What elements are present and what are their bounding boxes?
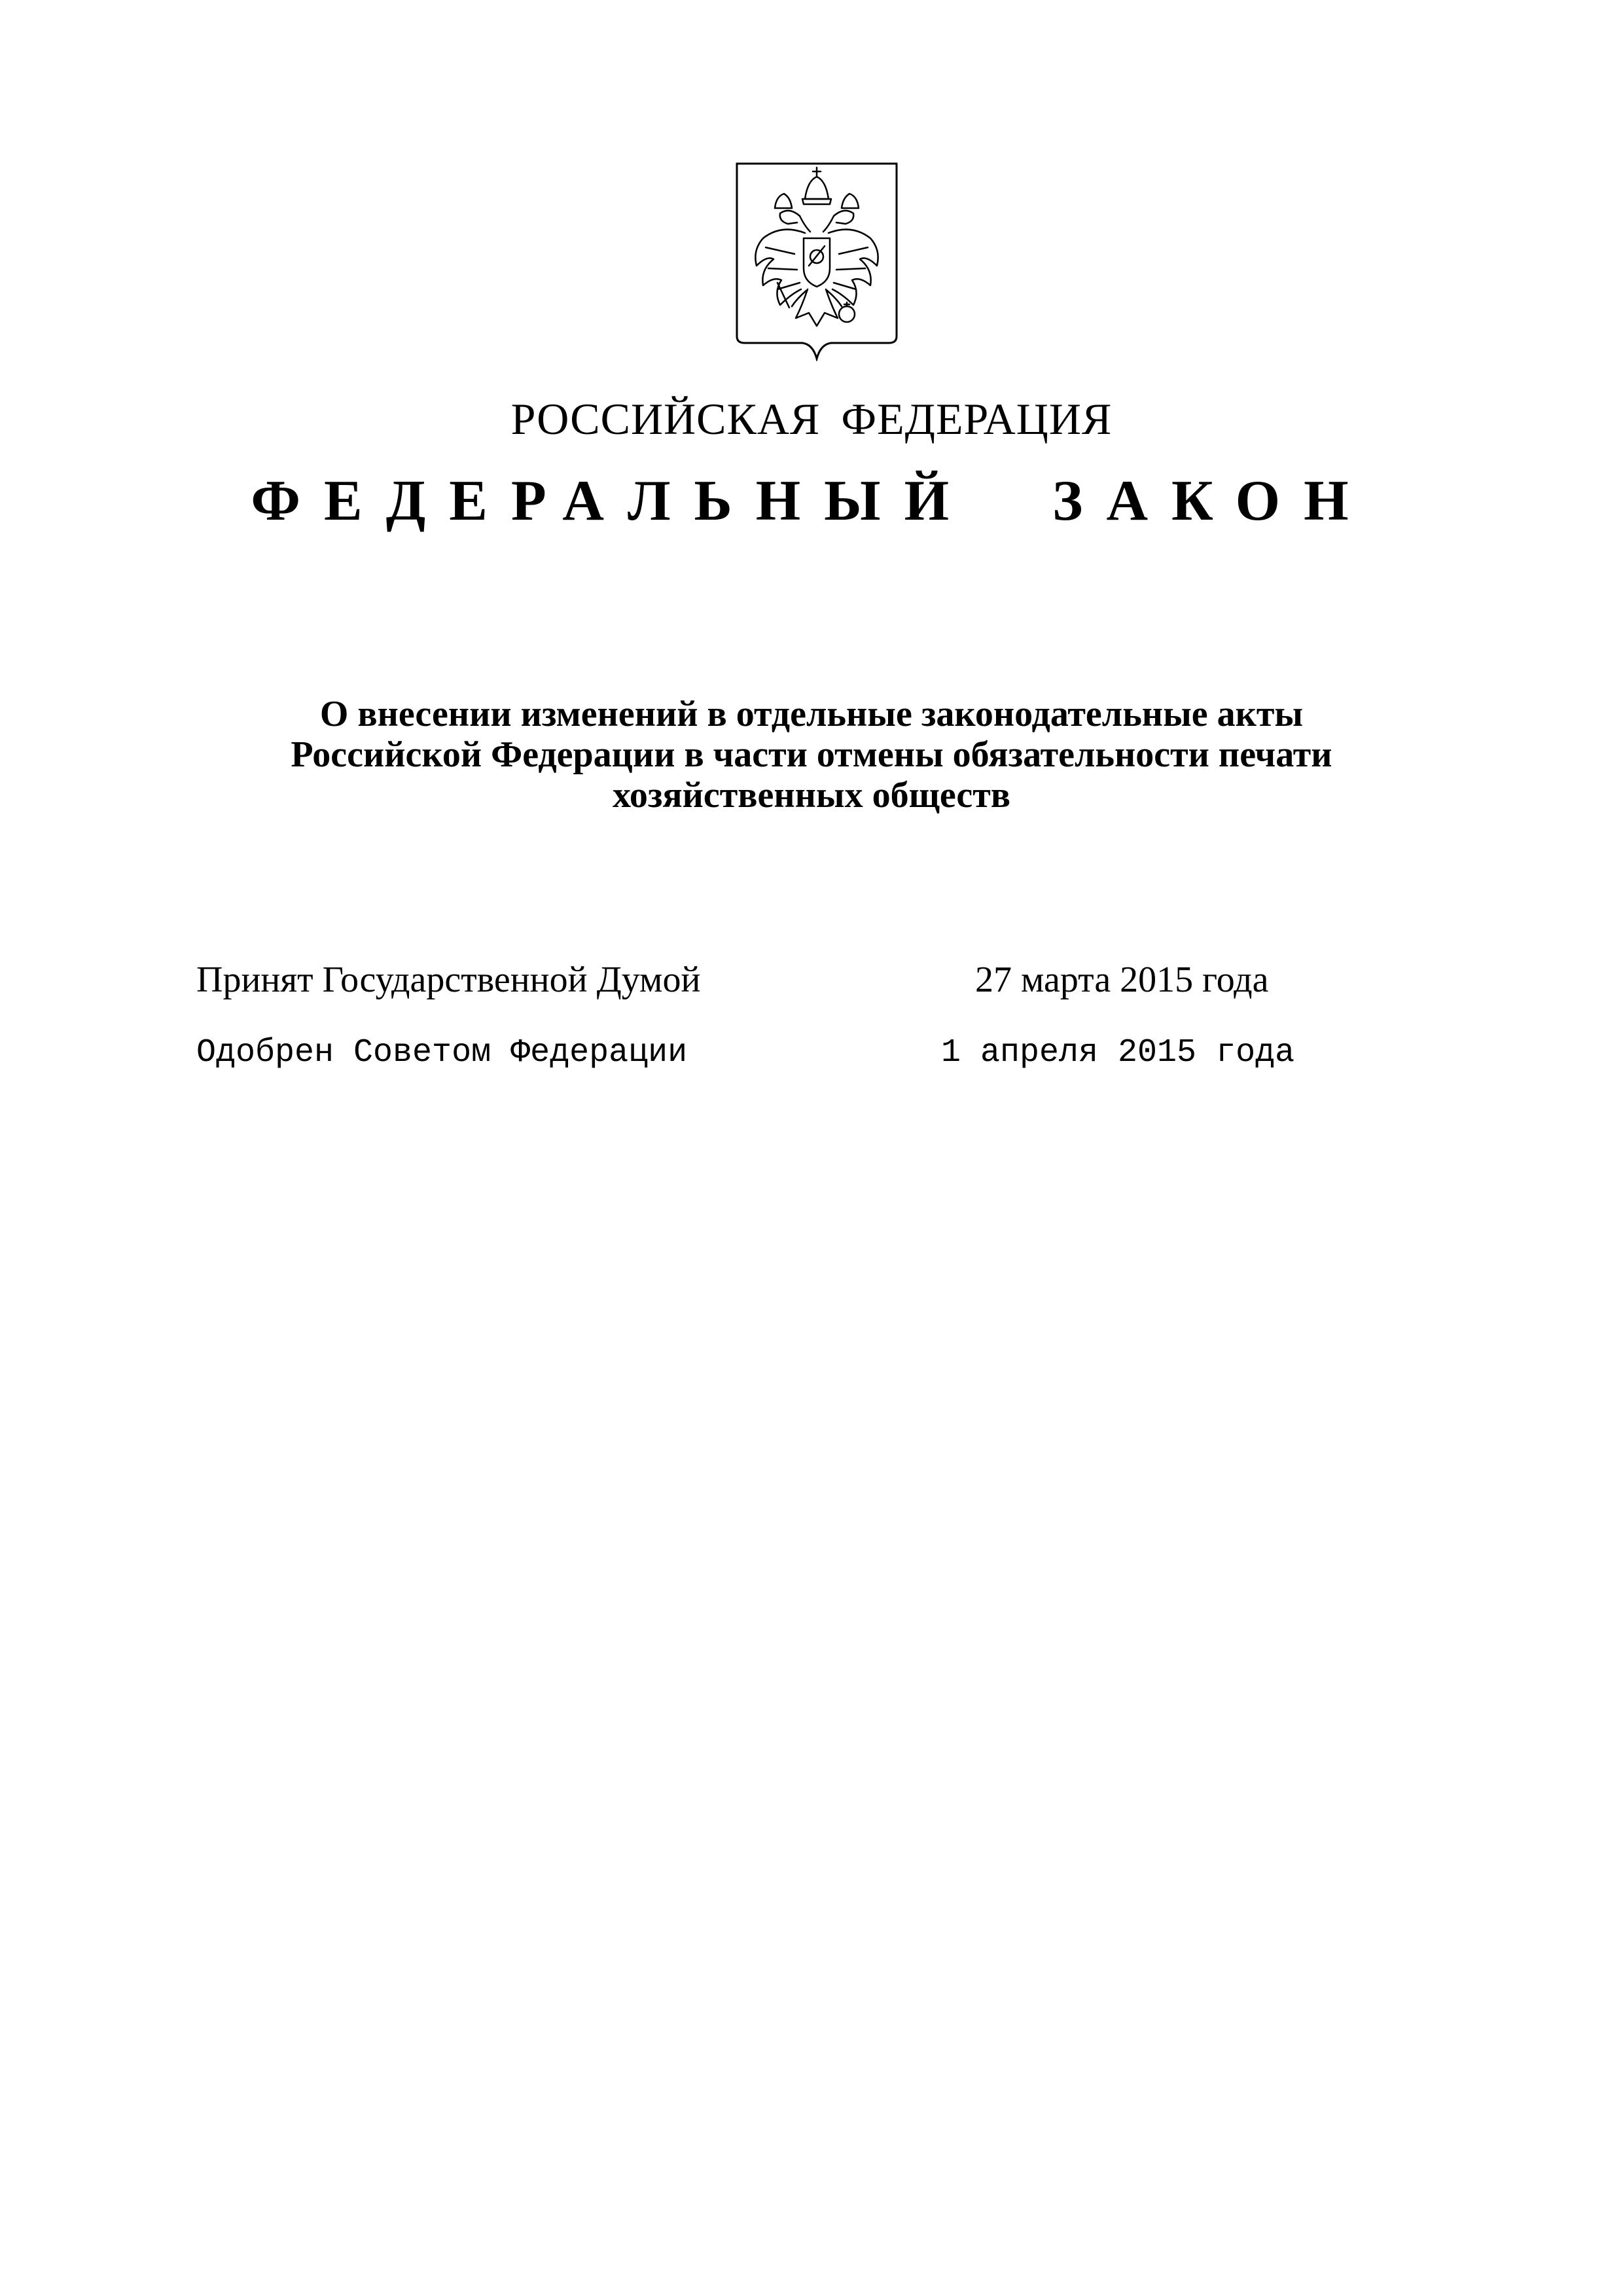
coat-of-arms-icon	[734, 161, 899, 361]
law-title-line: Российской Федерации в части отмены обязательности печати	[291, 734, 1332, 775]
law-title	[190, 694, 1433, 816]
adoption-row-duma	[196, 957, 1309, 1016]
adopting-body: Принят Государственной Думой	[196, 960, 701, 1000]
law-title-line: О внесении изменений в отдельные законодательные акты	[319, 694, 1304, 734]
law-title-line: хозяйственных обществ	[612, 775, 1011, 816]
adopting-body: Одобрен Советом Федерации	[196, 1034, 688, 1071]
law-type: ФЕДЕРАЛЬНЫЙ ЗАКОН	[251, 469, 1372, 533]
adoption-row-federation-council	[196, 1030, 1309, 1089]
country-name: РОССИЙСКАЯ ФЕДЕРАЦИЯ	[510, 394, 1113, 444]
adoption-date: 1 апреля 2015 года	[941, 1034, 1295, 1071]
adoption-date: 27 марта 2015 года	[975, 960, 1269, 1000]
